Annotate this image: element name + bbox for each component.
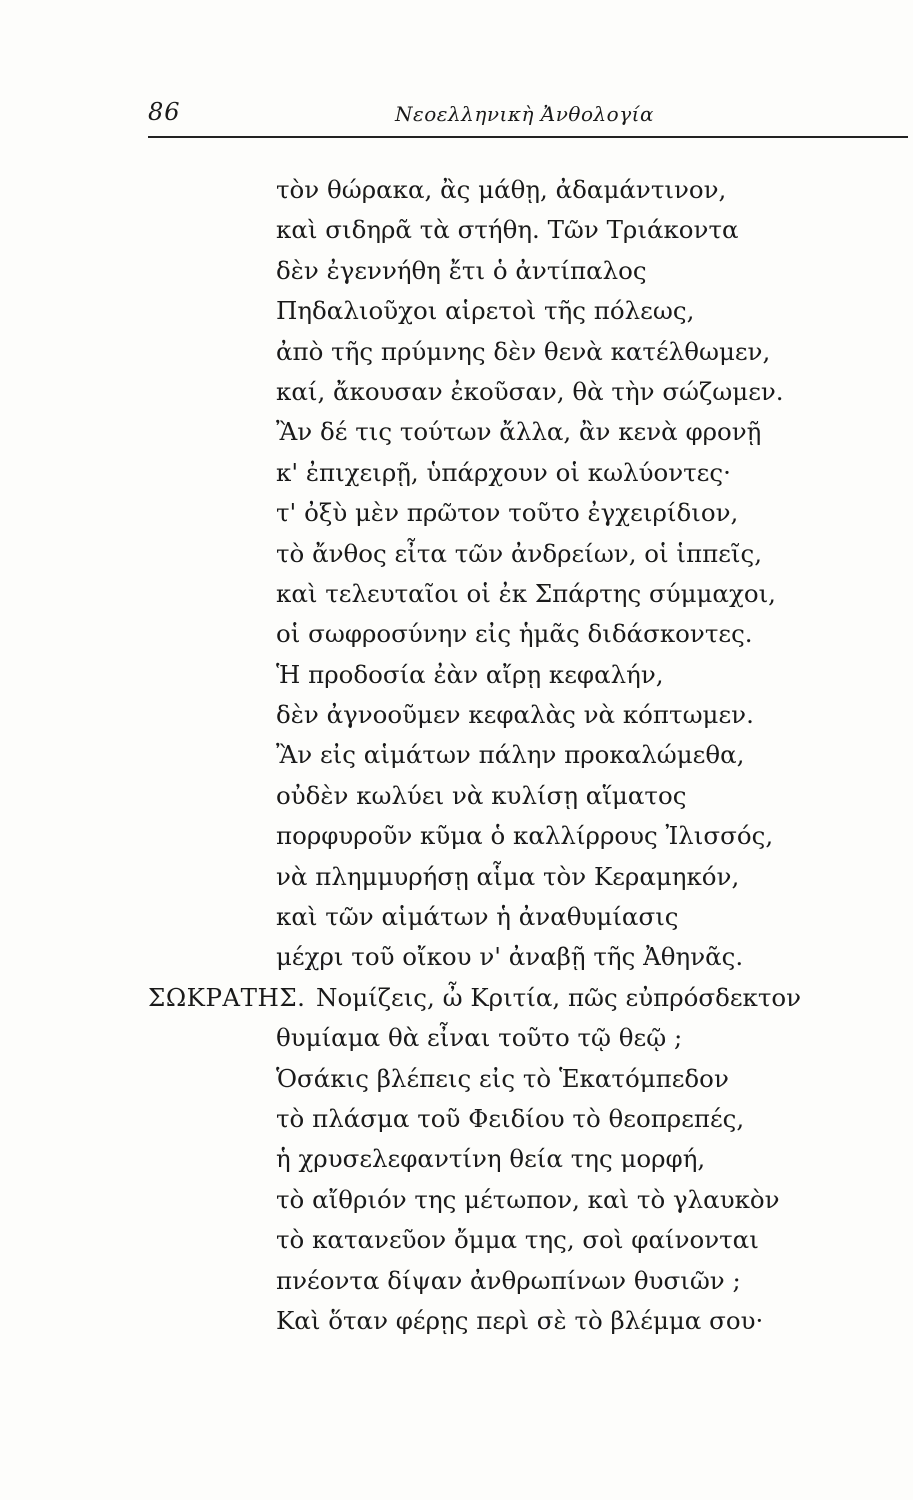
verse-line-text: καὶ τελευταῖοι οἱ ἐκ Σπάρτης σύμμαχοι, [276,578,776,608]
verse-line [0,1018,913,1058]
verse-line [0,210,913,250]
verse-line [0,735,913,775]
verse-line-text: πορφυροῦν κῦμα ὁ καλλίρρους Ἰλισσός, [276,821,774,851]
verse-line-text: κ' ἐπιχειρῇ, ὑπάρχουν οἱ κωλύοντες· [276,457,731,487]
verse-line [0,534,913,574]
verse-line-text: πνέοντα δίψαν ἀνθρωπίνων θυσιῶν ; [276,1265,741,1295]
verse-line [0,453,913,493]
verse-line [0,170,913,210]
header-rule [148,136,908,138]
verse-line-text: Καὶ ὅταν φέρῃς περὶ σὲ τὸ βλέμμα σου· [276,1305,764,1335]
verse-line [0,372,913,412]
verse-line-text: τὸ ἄνθος εἶτα τῶν ἀνδρείων, οἱ ἱππεῖς, [276,538,763,568]
verse-line [0,655,913,695]
verse-line [0,1220,913,1260]
verse-line-text: τὸ αἴθριόν της μέτωπον, καὶ τὸ γλαυκὸν [276,1184,780,1214]
page-number: 86 [148,98,181,126]
speaker-line [0,978,913,1018]
verse-line-text: τὸ πλάσμα τοῦ Φειδίου τὸ θεοπρεπές, [276,1103,745,1133]
verse-line [0,1099,913,1139]
verse-line [0,776,913,816]
verse-line-text: μέχρι τοῦ οἴκου ν' ἀναβῇ τῆς Ἀθηνᾶς. [276,942,744,972]
verse-line-text: Πηδαλιοῦχοι αἱρετοὶ τῆς πόλεως, [276,296,695,326]
verse-line [0,574,913,614]
verse-line [0,816,913,856]
verse-line-text: Ἡ προδοσία ἐὰν αἴρῃ κεφαλήν, [276,659,664,689]
verse-line-text: ἡ χρυσελεφαντίνη θεία της μορφή, [276,1144,706,1174]
verse-line [0,937,913,977]
verse-line-text: Ὁσάκις βλέπεις εἰς τὸ Ἑκατόμπεδον [276,1063,729,1093]
poem-text [0,170,913,1341]
verse-line [0,1139,913,1179]
verse-line-text: καὶ σιδηρᾶ τὰ στήθη. Τῶν Τριάκοντα [276,215,739,245]
verse-line [0,1261,913,1301]
verse-line [0,857,913,897]
verse-line-text: Ἂν δέ τις τούτων ἄλλα, ἂν κενὰ φρονῇ [276,417,762,447]
verse-line [0,332,913,372]
verse-line-text: τὸν θώρακα, ἂς μάθῃ, ἀδαμάντινον, [276,175,727,204]
verse-line-text: Ἂν εἰς αἱμάτων πάλην προκαλώμεθα, [276,740,745,770]
verse-line-text: οὐδὲν κωλύει νὰ κυλίσῃ αἵματος [276,780,687,810]
verse-line [0,1059,913,1099]
running-title: Νεοελληνικὴ Ἀνθολογία [395,102,654,126]
verse-line-text: θυμίαμα θὰ εἶναι τοῦτο τῷ θεῷ ; [276,1023,683,1053]
verse-line [0,897,913,937]
verse-line-text: δὲν ἐγεννήθη ἔτι ὁ ἀντίπαλος [276,255,647,285]
verse-line-text: ἀπὸ τῆς πρύμνης δὲν θενὰ κατέλθωμεν, [276,336,771,366]
verse-line-text: καὶ τῶν αἱμάτων ἡ ἀναθυμίασις [276,902,679,932]
verse-line [0,614,913,654]
verse-line-text: Νομίζεις, ὦ Κριτία, πῶς εὐπρόσδεκτον [316,982,802,1012]
verse-line-text: καί, ἄκουσαν ἐκοῦσαν, θὰ τὴν σώζωμεν. [276,376,784,406]
verse-line [0,251,913,291]
verse-line [0,412,913,452]
verse-line [0,695,913,735]
verse-line-text: οἱ σωφροσύνην εἰς ἡμᾶς διδάσκοντες. [276,619,753,649]
verse-line [0,291,913,331]
verse-line [0,1301,913,1341]
verse-line-text: δὲν ἀγνοοῦμεν κεφαλὰς νὰ κόπτωμεν. [276,700,754,730]
speaker-name: ΣΩΚΡΑΤΗΣ. [148,982,306,1012]
verse-line-text: τὸ κατανεῦον ὄμμα της, σοὶ φαίνονται [276,1225,759,1255]
verse-line [0,493,913,533]
verse-line-text: νὰ πλημμυρήσῃ αἷμα τὸν Κεραμηκόν, [276,861,740,891]
verse-line [0,1180,913,1220]
verse-line-text: τ' ὀξὺ μὲν πρῶτον τοῦτο ἐγχειρίδιον, [276,498,739,528]
